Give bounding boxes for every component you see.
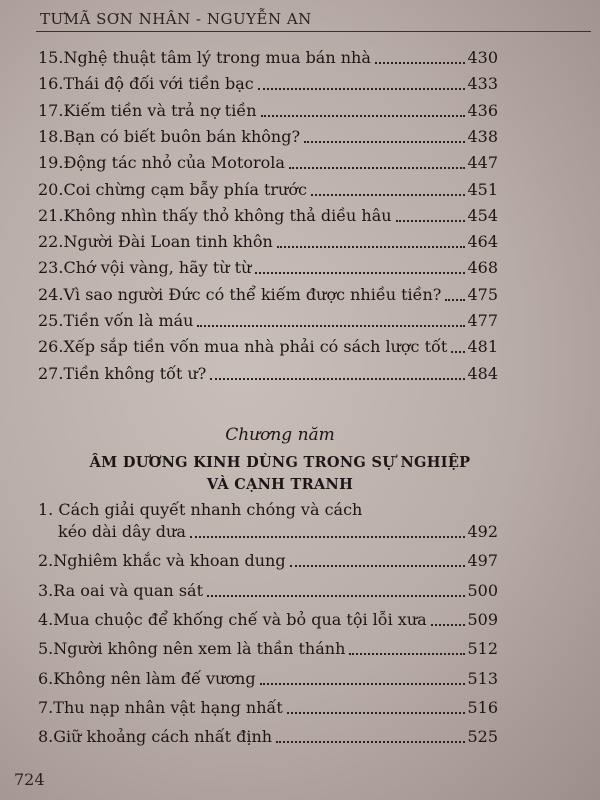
toc-entry — [38, 610, 498, 630]
toc-entry-page-number: 433 — [467, 74, 498, 94]
toc-entry — [38, 127, 498, 147]
toc-entry-number: 4. — [38, 609, 54, 629]
toc-dot-leader — [207, 595, 465, 597]
toc-entry-page-number: 492 — [467, 522, 498, 541]
toc-entry — [38, 639, 498, 659]
toc-entry — [38, 337, 498, 357]
toc-entry — [38, 285, 498, 305]
toc-entry-title: Mua chuộc để khống chế và bỏ qua tội lỗi xưa — [53, 609, 427, 629]
toc-entry — [38, 48, 498, 68]
toc-entry-title: Chớ vội vàng, hãy từ từ — [63, 258, 252, 278]
toc-entry-title: Giữ khoảng cách nhất định — [53, 727, 273, 747]
toc-entry-number: 2. — [38, 551, 54, 571]
toc-dot-leader — [287, 712, 466, 714]
toc-entry — [38, 581, 498, 601]
toc-entry-title: Coi chừng cạm bẫy phía trước — [63, 179, 307, 199]
toc-entry-title: Người không nên xem là thần thánh — [53, 639, 346, 659]
toc-entry-page-number: 447 — [467, 153, 498, 173]
toc-dot-leader — [289, 167, 466, 169]
toc-dot-leader — [451, 351, 465, 353]
toc-dot-leader — [190, 536, 466, 538]
toc-entry-title: Bạn có biết buôn bán không? — [63, 126, 301, 146]
toc-entry-title: Tiền không tốt ư? — [63, 363, 207, 383]
toc-entry-page-number: 477 — [467, 311, 498, 330]
toc-dot-leader — [396, 220, 466, 222]
toc-entry — [38, 180, 498, 200]
toc-entry-number: 25. — [38, 311, 64, 330]
toc-entry-page-number: 484 — [467, 363, 498, 383]
toc-dot-leader — [445, 299, 465, 301]
toc-entry-title: Nghệ thuật tâm lý trong mua bán nhà — [63, 48, 371, 67]
toc-entry-number: 6. — [38, 668, 54, 688]
toc-entry-page-number: 438 — [467, 126, 498, 146]
toc-entry — [38, 311, 498, 331]
toc-dot-leader — [210, 378, 465, 380]
chapter-title — [60, 452, 500, 496]
toc-dot-leader — [277, 246, 466, 248]
toc-dot-leader — [349, 653, 465, 655]
chapter-title-line-2: VÀ CẠNH TRANH — [206, 476, 354, 493]
toc-entry-title: Người Đài Loan tinh khôn — [63, 232, 273, 252]
toc-entry — [38, 727, 498, 747]
toc-entry-title: Tiền vốn là máu — [63, 311, 194, 330]
toc-entry-number: 18. — [38, 126, 64, 146]
toc-entry-number: 3. — [38, 580, 54, 600]
toc-entry-page-number: 500 — [467, 580, 498, 600]
toc-entry-page-number: 468 — [467, 258, 498, 278]
toc-entry-title: Thu nạp nhân vật hạng nhất — [53, 697, 283, 717]
toc-entry-number: 26. — [38, 337, 64, 357]
toc-dot-leader — [276, 741, 465, 743]
toc-entry — [38, 364, 498, 384]
toc-entry-page-number: 451 — [467, 179, 498, 199]
toc-entry-page-number: 497 — [467, 551, 498, 571]
toc-entry-number: 24. — [38, 284, 64, 304]
toc-entry-page-number: 525 — [467, 727, 498, 747]
toc-entry-number: 8. — [38, 727, 54, 747]
toc-dot-leader — [261, 115, 466, 117]
toc-dot-leader — [375, 62, 466, 64]
toc-entry — [38, 551, 498, 571]
toc-entry-number: 21. — [38, 205, 64, 225]
toc-entry-page-number: 513 — [467, 668, 498, 688]
page-folio: 724 — [14, 770, 45, 789]
toc-entry-number: 27. — [38, 363, 64, 383]
toc-entry-number: 7. — [38, 697, 54, 717]
toc-entry-title: Không nên làm đế vương — [53, 668, 256, 688]
toc-entry — [38, 101, 498, 121]
toc-entry-page-number: 436 — [467, 100, 498, 120]
toc-entry-number: 22. — [38, 232, 64, 252]
toc-entry-page-number: 454 — [467, 205, 498, 225]
toc-entry — [58, 522, 498, 542]
toc-entry — [38, 206, 498, 226]
toc-entry-number: 17. — [38, 100, 64, 120]
chapter-label: Chương năm — [225, 425, 335, 445]
toc-entry — [38, 258, 498, 278]
toc-entry-first-line: 1. Cách giải quyết nhanh chóng và cách — [38, 500, 363, 519]
toc-entry-number: 23. — [38, 258, 64, 278]
toc-entry-title: Không nhìn thấy thỏ không thả diều hâu — [63, 205, 392, 225]
toc-dot-leader — [290, 565, 466, 567]
toc-dot-leader — [311, 194, 466, 196]
toc-entry-page-number: 430 — [467, 48, 498, 67]
toc-entry-title: Động tác nhỏ của Motorola — [63, 153, 285, 173]
toc-entry-title: Ra oai và quan sát — [53, 580, 203, 600]
toc-entry — [38, 232, 498, 252]
toc-entry-title: Nghiêm khắc và khoan dung — [53, 551, 286, 571]
toc-entry-page-number: 509 — [467, 609, 498, 629]
toc-entry-number: 19. — [38, 153, 64, 173]
toc-entry — [38, 74, 498, 94]
toc-entry-page-number: 464 — [467, 232, 498, 252]
toc-entry-number: 20. — [38, 179, 64, 199]
toc-entry-title: Xếp sắp tiền vốn mua nhà phải có sách lược tốt — [63, 337, 448, 357]
toc-entry — [38, 669, 498, 689]
toc-entry-number: 16. — [38, 74, 64, 94]
toc-dot-leader — [431, 624, 466, 626]
toc-dot-leader — [197, 325, 465, 327]
toc-entry — [38, 153, 498, 173]
toc-entry-page-number: 516 — [467, 697, 498, 717]
toc-dot-leader — [255, 272, 465, 274]
toc-dot-leader — [258, 88, 466, 90]
toc-dot-leader — [304, 141, 465, 143]
toc-entry-title: Vì sao người Đức có thể kiếm được nhiều tiền? — [63, 284, 442, 304]
chapter-title-line-1: ÂM DƯƠNG KINH DÙNG TRONG SỰ NGHIỆP — [89, 454, 471, 471]
toc-entry — [38, 698, 498, 718]
toc-entry-page-number: 512 — [467, 639, 498, 659]
toc-entry-page-number: 475 — [467, 284, 498, 304]
toc-entry-page-number: 481 — [467, 337, 498, 357]
toc-dot-leader — [260, 683, 466, 685]
toc-entry-title: Kiếm tiền và trả nợ tiền — [63, 100, 257, 120]
toc-entry-title: Thái độ đối với tiền bạc — [63, 74, 254, 94]
toc-entry-number: 5. — [38, 639, 54, 659]
toc-entry-title: kéo dài dây dưa — [58, 522, 186, 541]
running-head: TƯMÃ SƠN NHÂN - NGUYỄN AN — [40, 10, 312, 28]
toc-entry-number: 15. — [38, 48, 64, 67]
